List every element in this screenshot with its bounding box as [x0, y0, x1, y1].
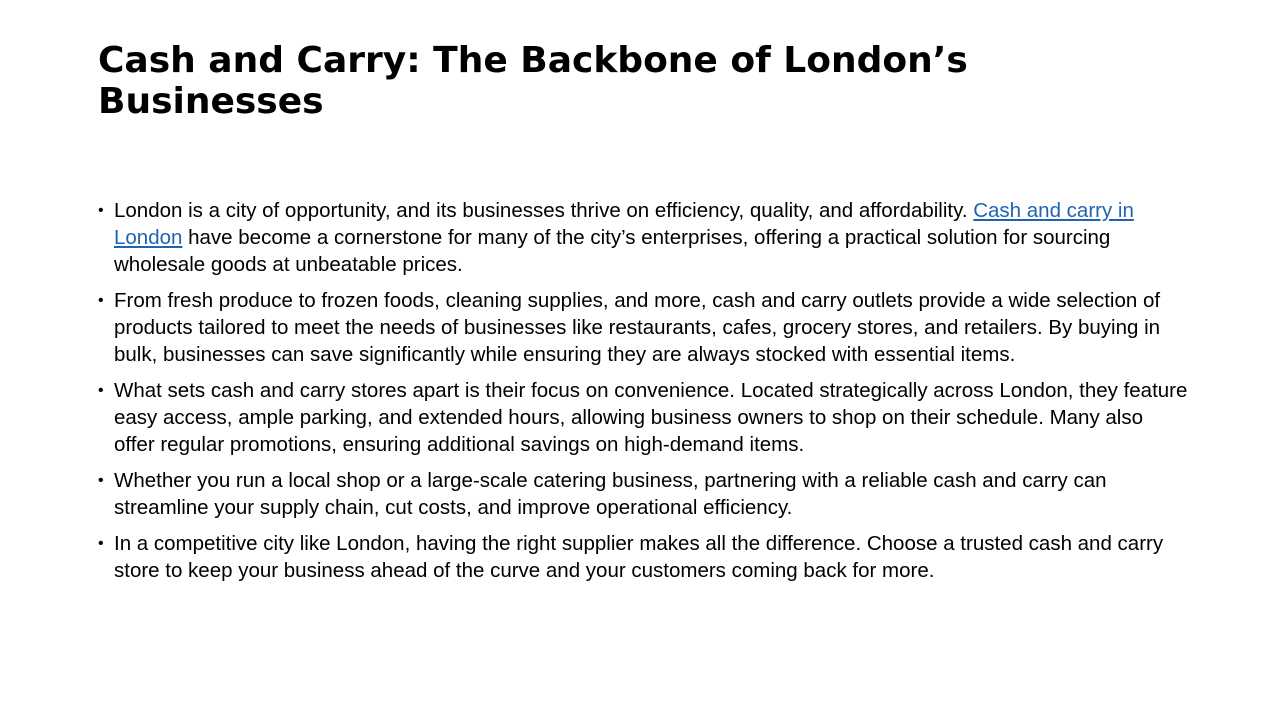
bullet-item-2	[98, 287, 1188, 368]
bullet-item-1	[98, 197, 1188, 278]
cash-and-carry-london-link[interactable]: Cash and carry in London	[114, 199, 1134, 249]
bullet-text-5: In a competitive city like London, having the right supplier makes all the difference. Choose a trusted cash and carry store to keep your business ahead of the curve and your customers coming back for more.	[114, 532, 1164, 582]
bullet-text-1-start: London is a city of opportunity, and its businesses thrive on efficiency, quality, and affordability.	[114, 199, 974, 222]
bullet-text-4: Whether you run a local shop or a large-scale catering business, partnering with a reliable cash and carry can streamline your supply chain, cut costs, and improve operational efficiency.	[114, 469, 1107, 519]
bullet-marker-icon: •	[98, 472, 104, 489]
bullet-text-2: From fresh produce to frozen foods, cleaning supplies, and more, cash and carry outlets provide a wide selection of products tailored to meet the needs of businesses like restaurants, cafes, grocery stores, and retailers. By buying in bulk, businesses can save significantly while ensuring they are always stocked with essential items.	[114, 289, 1161, 366]
bullet-item-4	[98, 467, 1188, 521]
slide-title: Cash and Carry: The Backbone of London’s Businesses	[98, 40, 968, 122]
bullet-item-5	[98, 530, 1188, 584]
bullet-item-3	[98, 377, 1188, 458]
bullet-text-3: What sets cash and carry stores apart is their focus on convenience. Located strategically across London, they feature easy access, ample parking, and extended hours, allowing business owners to shop on their schedule. Many also offer regular promotions, ensuring additional savings on high-demand items.	[114, 379, 1188, 456]
bullet-list	[98, 197, 1188, 593]
bullet-marker-icon: •	[98, 292, 104, 309]
bullet-marker-icon: •	[98, 202, 104, 219]
bullet-marker-icon: •	[98, 535, 104, 552]
bullet-text-1-end: have become a cornerstone for many of the city’s enterprises, offering a practical solution for sourcing wholesale goods at unbeatable prices.	[114, 226, 1111, 276]
bullet-marker-icon: •	[98, 382, 104, 399]
